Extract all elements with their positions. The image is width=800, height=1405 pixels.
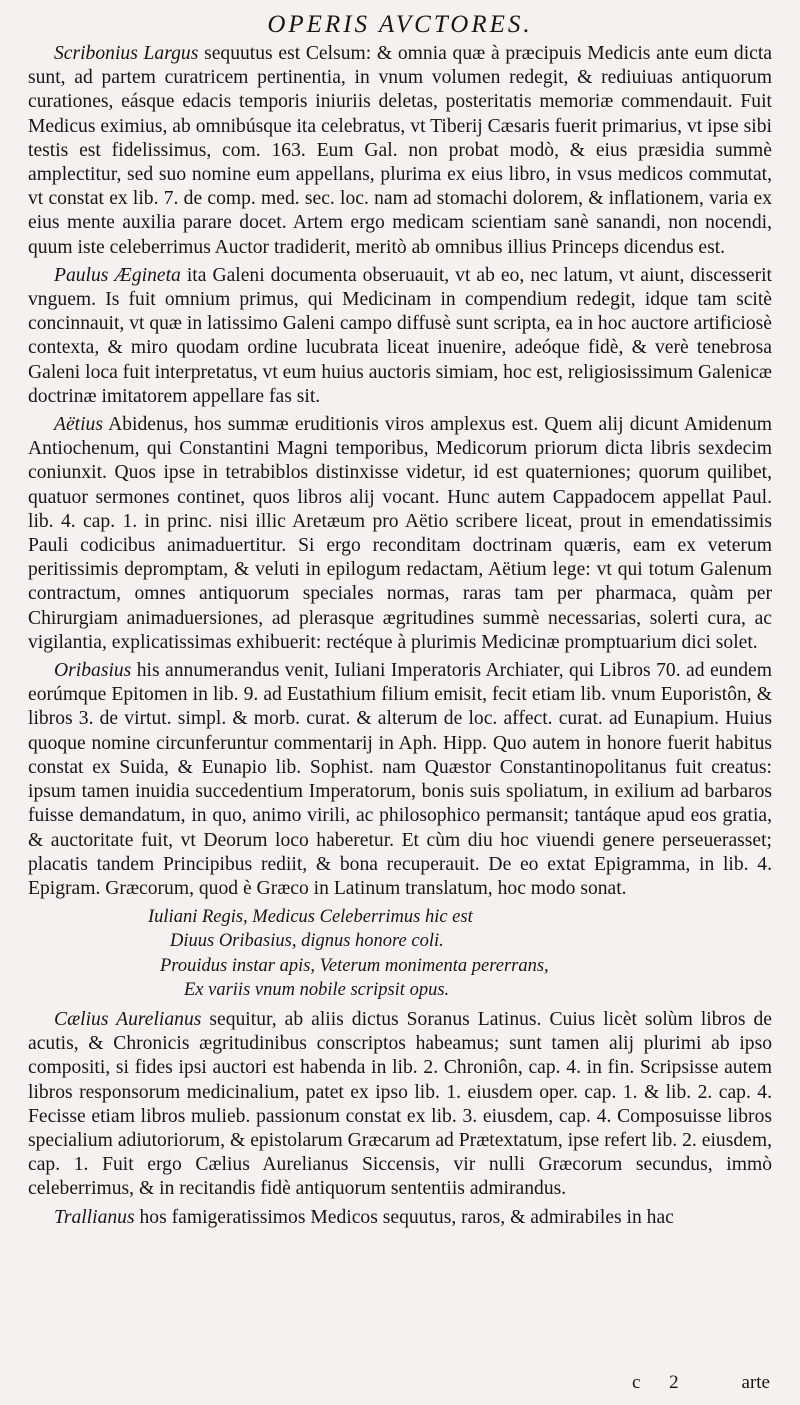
epigram-line: Ex variis vnum nobile scripsit opus. [184, 979, 450, 1000]
running-head: OPERIS AVCTORES. [267, 11, 533, 38]
epigram-line: Iuliani Regis, Medicus Celeberrimus hic est [148, 907, 473, 928]
paragraph-text: hos famigeratissimos Medicos sequutus, raros, & admirabiles in hac [134, 1206, 674, 1228]
author-name: Cælius Aurelianus [54, 1008, 202, 1030]
catchword: arte [741, 1372, 770, 1393]
paragraph-text: his annumerandus venit, Iuliani Imperatoris Archiater, qui Libros 70. ad eundem eorúmque Epitomen in lib. 9. ad Eustathium filium emisit, fecit etiam lib. vnum Euporistôn, & libros 3. de virtut. simpl. & morb. curat. & alterum de loc. affect. curat. ad Eunapium. Huius quoque nomine circunferuntur commentarij in Aph. Hipp. Quo autem in honore fuerit habitus constat ex Suida, & Eunapio lib. Sophist. nam Quæstor Constantinopolitanus fuit creatus: ipsum tamen inuidia succedentium Imperatorum, bonis suis spoliatum, in exilium ad barbaros fuisse demandatum, in quo, animo virili, ac philosophico permansit; tantáque apud eos gratia, & auctoritate fuit, vt Deorum loco haberetur. Et cùm diu hoc viuendi genere perseuerasset; placatis tandem Principibus rediit, & bona recuperauit. De eo extat Epigramma, in lib. 4. Epigram. Græcorum, quod è Græco in Latinum translatum, hoc modo sonat. [28, 660, 772, 899]
paragraph-oribasius [28, 659, 772, 901]
paragraph-text: Abidenus, hos summæ eruditionis viros amplexus est. Quem alij dicunt Amidenum Antiochenum, qui Constantini Magni temporibus, Medicorum priorum dicta libris sexdecim coniunxit. Quos ipse in tetrabiblos distinxisse videtur, id est quaterniones; quorum quilibet, quatuor sermones continet, quos libros alij vocant. Hunc autem Cappadocem appellat Paul. lib. 4. cap. 1. in princ. nisi illic Aretæum pro Aëtio scribere liceat, prout in emendatissimis Pauli codicibus animaduertitur. Si ergo reconditam doctrinam quæris, eam ex veterum peritissimis depromptam, & veluti in epilogum redactam, Aëtium lege: vt qui totum Galenum contractum, omnes antiquorum speciales normas, raras tam per pharmaca, quàm per Chirurgiam animaduersiones, ad plerasque ægritudines summè necessarias, solerti cura, ac vigilantia, explicatissimas exhibuerit: rectéque à plurimis Medicinæ promptuarium dici solet. [28, 414, 772, 653]
epigram-line: Diuus Oribasius, dignus honore coli. [170, 931, 444, 952]
author-name: Trallianus [54, 1206, 135, 1228]
paragraph-text: sequitur, ab aliis dictus Soranus Latinus. Cuius licèt solùm libros de acutis, & Chronicis ægritudinibus conscriptos habeamus; sunt tamen alij plurimi ab ipso compositi, si fides ipsi auctori est habenda in lib. 2. Chroniôn, cap. 4. in fin. Scripsisse autem libros responsorum medicinalium, patet ex ipso lib. 1. eiusdem oper. cap. 1. & lib. 2. cap. 4. Fecisse etiam libros mulieb. passionum constat ex lib. 3. eiusdem, cap. 4. Composuisse libros specialium adiutoriorum, & epistolarum Græcarum ad Prætextatum, ipse refert lib. 2. eiusdem, cap. 1. Fuit ergo Cælius Aurelianus Siccensis, vir nulli Græcorum secundus, immò celeberrimus, & in recitandis fidè antiquorum sententiis admirandus. [28, 1008, 772, 1200]
signature-mark: c 2 [632, 1372, 691, 1393]
author-name: Aëtius [54, 414, 103, 436]
paragraph-text: sequutus est Celsum: & omnia quæ à præcipuis Medicis ante eum dicta sunt, ad partem curatricem pertinentia, in vnum volumen redegit, & rediuiuas antiquorum curationes, eásque edacis temporis iniuriis deletas, posteritatis memoriæ commendauit. Fuit Medicus eximius, ab omnibúsque ita celebratus, vt Tiberij Cæsaris fuerit primarius, vt ipse sibi testis est fidelissimus, com. 163. Eum Gal. non probat modò, & eius præsidia summè amplectitur, sed suo nomine eum appellans, plurima ex eius libro, in vsus medicos commutat, vt constat ex lib. 7. de comp. med. sec. loc. nam ad stomachi dolorem, & inflationem, varia ex eius mente auxilia parare docet. Artem ergo medicam scientiam sanè sanandi, non nocendi, quum iste celeberrimus Auctor tradiderit, meritò ab omnibus illius Princeps dicendus est. [28, 43, 773, 258]
author-name: Oribasius [54, 660, 132, 682]
epigram-line: Prouidus instar apis, Veterum monimenta pererrans, [160, 955, 549, 976]
paragraph-aetius [28, 413, 772, 655]
paragraph-paulus [28, 264, 772, 409]
author-name: Scribonius Largus [54, 43, 199, 64]
paragraph-scribonius [28, 42, 772, 260]
paragraph-text: ita Galeni documenta obseruauit, vt ab eo, nec latum, vt aiunt, discesserit vnguem. Is fuit omnium primus, qui Medicinam in compendium redegit, idque tam scitè concinnauit, vt quæ in latissimo Galeni campo diffusè sunt scripta, ea in hoc auctore artificiosè contexta, & miro quodam ordine lucubrata liceat inuenire, adeóque fidè, & verè tenebrosa Galeni loca fuit interpretatus, vt eum huius auctoris simiam, hoc est, religiosissimum Galenicæ doctrinæ imitatorem appellare fas sit. [28, 264, 772, 407]
epigram [148, 905, 772, 1002]
paragraph-caelius [28, 1008, 772, 1202]
author-name: Paulus Ægineta [54, 264, 181, 286]
page-footer [28, 1372, 770, 1398]
paragraph-trallianus [28, 1206, 772, 1230]
